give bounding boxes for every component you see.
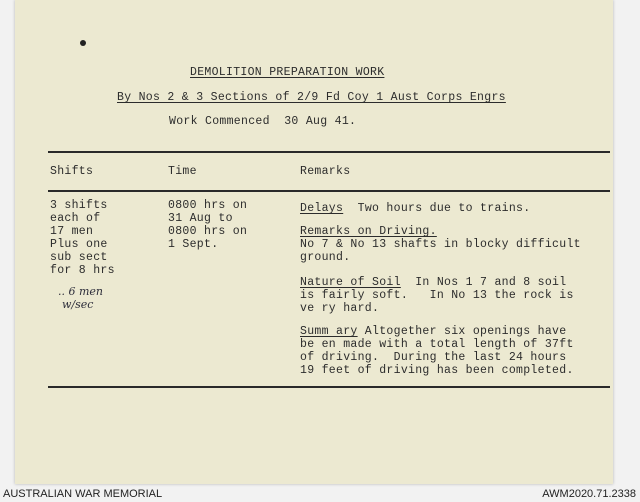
soil-paragraph xyxy=(300,277,566,289)
shifts-line: 17 men xyxy=(50,225,94,238)
work-commenced: Work Commenced 30 Aug 41. xyxy=(169,115,357,128)
soil-first-line: In Nos 1 7 and 8 soil xyxy=(400,276,567,289)
soil-label: Nature of Soil xyxy=(300,276,401,289)
summary-paragraph xyxy=(300,326,566,338)
shifts-line: for 8 hrs xyxy=(50,264,115,277)
driving-label: Remarks on Driving. xyxy=(300,225,437,238)
driving-line: No 7 & No 13 shafts in blocky difficult xyxy=(300,238,581,251)
delays-label: Delays xyxy=(300,202,344,215)
delays-text: Two hours due to trains. xyxy=(343,202,531,215)
summary-label: Summ ary xyxy=(300,325,358,338)
summary-line: of driving. During the last 24 hours xyxy=(300,351,567,364)
shifts-line: Plus one xyxy=(50,238,108,251)
driving-line: ground. xyxy=(300,251,351,264)
top-rule xyxy=(48,151,610,153)
footer-source: AUSTRALIAN WAR MEMORIAL xyxy=(3,488,163,500)
shifts-line: 3 shifts xyxy=(50,199,108,212)
footer-accession-number: AWM2020.71.2338 xyxy=(542,488,636,500)
time-line: 31 Aug to xyxy=(168,212,233,225)
time-line: 1 Sept. xyxy=(168,238,219,251)
time-line: 0800 hrs on xyxy=(168,199,248,212)
header-rule xyxy=(48,190,610,192)
pin-mark xyxy=(80,40,86,46)
time-line: 0800 hrs on xyxy=(168,225,248,238)
column-header-shifts: Shifts xyxy=(50,165,94,178)
column-header-time: Time xyxy=(168,165,197,178)
summary-first-line: Altogether six openings have xyxy=(357,325,567,338)
bottom-rule xyxy=(48,386,610,388)
summary-line: be en made with a total length of 37ft xyxy=(300,338,574,351)
handwritten-note-line: .. 6 men xyxy=(58,285,104,298)
delays-paragraph xyxy=(300,203,530,215)
document-title: DEMOLITION PREPARATION WORK xyxy=(190,66,385,79)
shifts-line: each of xyxy=(50,212,101,225)
soil-line: is fairly soft. In No 13 the rock is xyxy=(300,289,574,302)
column-header-remarks: Remarks xyxy=(300,165,351,178)
document-subtitle: By Nos 2 & 3 Sections of 2/9 Fd Coy 1 Aust Corps Engrs xyxy=(117,91,506,104)
summary-line: 19 feet of driving has been completed. xyxy=(300,364,574,377)
handwritten-note-line: w/sec xyxy=(62,298,94,311)
shifts-line: sub sect xyxy=(50,251,108,264)
soil-line: ve ry hard. xyxy=(300,302,380,315)
